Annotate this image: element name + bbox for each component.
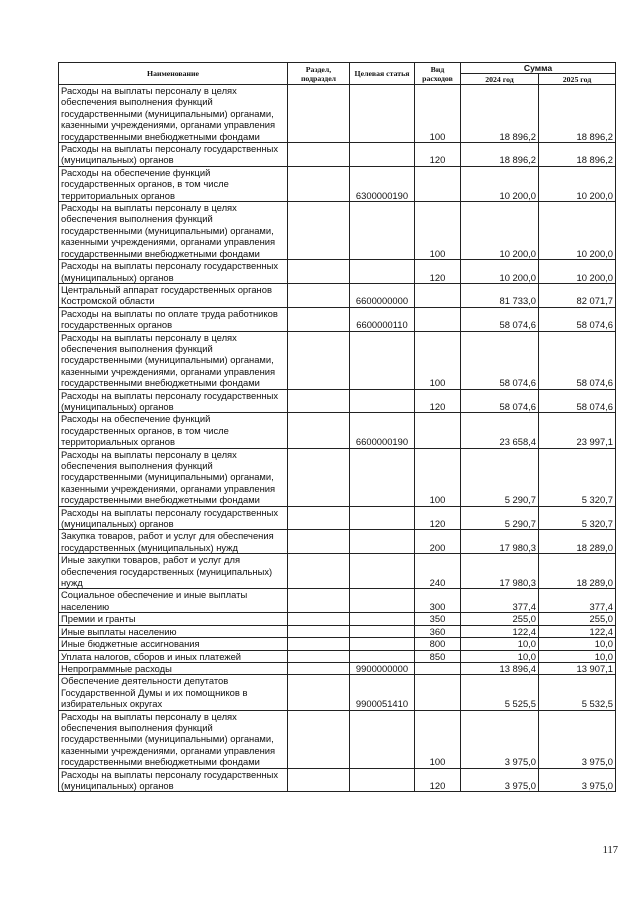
row-section: [288, 638, 350, 650]
row-kind: [415, 413, 461, 448]
row-sum-2024: 122,4: [461, 625, 539, 637]
row-section: [288, 589, 350, 613]
row-sum-2025: 82 071,7: [539, 283, 616, 307]
row-sum-2024: 10 200,0: [461, 202, 539, 260]
row-article: [350, 710, 415, 768]
row-kind: 800: [415, 638, 461, 650]
row-kind: 120: [415, 389, 461, 413]
row-kind: 350: [415, 613, 461, 625]
row-kind: [415, 662, 461, 674]
row-sum-2025: 18 289,0: [539, 554, 616, 589]
header-section: Раздел, подраздел: [288, 63, 350, 85]
row-sum-2025: 3 975,0: [539, 768, 616, 792]
row-kind: [415, 307, 461, 331]
row-name: Расходы на выплаты по оплате труда работников государственных органов: [59, 307, 288, 331]
row-kind: 100: [415, 85, 461, 143]
header-article: Целевая статья: [350, 63, 415, 85]
row-sum-2024: 10 200,0: [461, 260, 539, 284]
row-sum-2025: 10 200,0: [539, 202, 616, 260]
row-section: [288, 260, 350, 284]
row-article: 6600000000: [350, 283, 415, 307]
row-sum-2024: 10,0: [461, 650, 539, 662]
row-section: [288, 448, 350, 506]
table-row: [59, 331, 616, 389]
row-name: Уплата налогов, сборов и иных платежей: [59, 650, 288, 662]
row-name: Расходы на выплаты персоналу государственных (муниципальных) органов: [59, 260, 288, 284]
row-kind: 100: [415, 331, 461, 389]
table-row: [59, 613, 616, 625]
row-article: 6300000190: [350, 166, 415, 201]
row-name: Обеспечение деятельности депутатов Государственной Думы и их помощников в избирательных округах: [59, 675, 288, 710]
row-sum-2025: 58 074,6: [539, 389, 616, 413]
table-row: [59, 768, 616, 792]
row-sum-2024: 18 896,2: [461, 85, 539, 143]
page-number: 117: [602, 845, 618, 856]
row-section: [288, 331, 350, 389]
row-sum-2024: 255,0: [461, 613, 539, 625]
row-article: [350, 530, 415, 554]
header-kind: Вид расходов: [415, 63, 461, 85]
table-row: [59, 506, 616, 530]
row-section: [288, 613, 350, 625]
row-sum-2025: 18 896,2: [539, 85, 616, 143]
table-row: [59, 85, 616, 143]
table-row: [59, 675, 616, 710]
row-sum-2025: 10,0: [539, 650, 616, 662]
row-article: [350, 331, 415, 389]
row-section: [288, 283, 350, 307]
row-sum-2025: 18 289,0: [539, 530, 616, 554]
table-row: [59, 638, 616, 650]
row-section: [288, 85, 350, 143]
row-sum-2025: 23 997,1: [539, 413, 616, 448]
table-row: [59, 625, 616, 637]
table-row: [59, 710, 616, 768]
table-row: [59, 413, 616, 448]
row-name: Премии и гранты: [59, 613, 288, 625]
row-section: [288, 650, 350, 662]
row-sum-2024: 3 975,0: [461, 710, 539, 768]
row-section: [288, 675, 350, 710]
row-article: [350, 448, 415, 506]
table-row: [59, 166, 616, 201]
table-row: [59, 554, 616, 589]
row-article: [350, 650, 415, 662]
budget-table: [58, 62, 616, 792]
row-sum-2024: 17 980,3: [461, 554, 539, 589]
row-article: [350, 260, 415, 284]
row-sum-2024: 58 074,6: [461, 307, 539, 331]
row-sum-2025: 255,0: [539, 613, 616, 625]
table-row: [59, 530, 616, 554]
header-name: Наименование: [59, 63, 288, 85]
row-sum-2024: 13 896,4: [461, 662, 539, 674]
row-article: 6600000110: [350, 307, 415, 331]
row-section: [288, 662, 350, 674]
row-sum-2025: 122,4: [539, 625, 616, 637]
row-sum-2024: 5 290,7: [461, 506, 539, 530]
row-kind: 850: [415, 650, 461, 662]
row-section: [288, 625, 350, 637]
row-article: [350, 506, 415, 530]
row-sum-2025: 10 200,0: [539, 166, 616, 201]
table-row: [59, 260, 616, 284]
table-row: [59, 202, 616, 260]
table-row: [59, 307, 616, 331]
row-kind: [415, 166, 461, 201]
row-name: Расходы на выплаты персоналу в целях обеспечения выполнения функций государственными (муниципальными) органами, казенными учреждениями, органами управления государственными внебюджетными фондами: [59, 710, 288, 768]
row-sum-2024: 81 733,0: [461, 283, 539, 307]
row-sum-2024: 17 980,3: [461, 530, 539, 554]
row-kind: 360: [415, 625, 461, 637]
row-sum-2025: 5 320,7: [539, 448, 616, 506]
row-article: [350, 202, 415, 260]
row-name: Расходы на выплаты персоналу в целях обеспечения выполнения функций государственными (муниципальными) органами, казенными учреждениями, органами управления государственными внебюджетными фондами: [59, 448, 288, 506]
row-sum-2024: 58 074,6: [461, 389, 539, 413]
row-name: Расходы на выплаты персоналу в целях обеспечения выполнения функций государственными (муниципальными) органами, казенными учреждениями, органами управления государственными внебюджетными фондами: [59, 331, 288, 389]
row-section: [288, 530, 350, 554]
row-name: Непрограммные расходы: [59, 662, 288, 674]
row-kind: 200: [415, 530, 461, 554]
row-name: Расходы на обеспечение функций государственных органов, в том числе территориальных органов: [59, 413, 288, 448]
row-kind: 100: [415, 710, 461, 768]
row-sum-2024: 10,0: [461, 638, 539, 650]
row-article: 9900051410: [350, 675, 415, 710]
row-name: Расходы на выплаты персоналу государственных (муниципальных) органов: [59, 768, 288, 792]
row-sum-2025: 18 896,2: [539, 143, 616, 167]
row-article: 6600000190: [350, 413, 415, 448]
row-name: Социальное обеспечение и иные выплаты населению: [59, 589, 288, 613]
row-section: [288, 143, 350, 167]
row-kind: 100: [415, 202, 461, 260]
row-sum-2025: 5 320,7: [539, 506, 616, 530]
row-article: [350, 589, 415, 613]
header-sum: Сумма: [461, 63, 616, 74]
row-kind: [415, 283, 461, 307]
table-row: [59, 662, 616, 674]
row-article: [350, 768, 415, 792]
row-kind: 100: [415, 448, 461, 506]
row-name: Расходы на выплаты персоналу государственных (муниципальных) органов: [59, 143, 288, 167]
row-section: [288, 307, 350, 331]
row-sum-2025: 377,4: [539, 589, 616, 613]
row-kind: 120: [415, 143, 461, 167]
row-name: Закупка товаров, работ и услуг для обеспечения государственных (муниципальных) нужд: [59, 530, 288, 554]
row-section: [288, 710, 350, 768]
row-article: [350, 143, 415, 167]
row-article: [350, 85, 415, 143]
row-sum-2025: 10 200,0: [539, 260, 616, 284]
row-sum-2025: 58 074,6: [539, 307, 616, 331]
row-sum-2024: 23 658,4: [461, 413, 539, 448]
row-article: [350, 613, 415, 625]
header-2024: 2024 год: [461, 74, 539, 85]
row-name: Иные бюджетные ассигнования: [59, 638, 288, 650]
row-article: [350, 554, 415, 589]
row-kind: 240: [415, 554, 461, 589]
row-name: Расходы на обеспечение функций государственных органов, в том числе территориальных органов: [59, 166, 288, 201]
row-sum-2024: 377,4: [461, 589, 539, 613]
row-article: [350, 625, 415, 637]
row-sum-2024: 18 896,2: [461, 143, 539, 167]
row-sum-2025: 5 532,5: [539, 675, 616, 710]
row-name: Расходы на выплаты персоналу государственных (муниципальных) органов: [59, 389, 288, 413]
row-section: [288, 389, 350, 413]
table-row: [59, 143, 616, 167]
row-kind: [415, 675, 461, 710]
row-sum-2025: 3 975,0: [539, 710, 616, 768]
row-section: [288, 166, 350, 201]
table-row: [59, 448, 616, 506]
row-article: 9900000000: [350, 662, 415, 674]
row-kind: 120: [415, 768, 461, 792]
row-name: Расходы на выплаты персоналу в целях обеспечения выполнения функций государственными (муниципальными) органами, казенными учреждениями, органами управления государственными внебюджетными фондами: [59, 202, 288, 260]
row-kind: 120: [415, 260, 461, 284]
row-section: [288, 506, 350, 530]
row-name: Иные закупки товаров, работ и услуг для обеспечения государственных (муниципальных) нужд: [59, 554, 288, 589]
row-sum-2024: 10 200,0: [461, 166, 539, 201]
row-name: Расходы на выплаты персоналу в целях обеспечения выполнения функций государственными (муниципальными) органами, казенными учреждениями, органами управления государственными внебюджетными фондами: [59, 85, 288, 143]
row-section: [288, 768, 350, 792]
row-sum-2024: 5 525,5: [461, 675, 539, 710]
row-kind: 300: [415, 589, 461, 613]
row-kind: 120: [415, 506, 461, 530]
row-sum-2024: 3 975,0: [461, 768, 539, 792]
row-sum-2024: 5 290,7: [461, 448, 539, 506]
row-name: Расходы на выплаты персоналу государственных (муниципальных) органов: [59, 506, 288, 530]
row-article: [350, 638, 415, 650]
table-row: [59, 389, 616, 413]
row-sum-2025: 13 907,1: [539, 662, 616, 674]
row-section: [288, 413, 350, 448]
row-section: [288, 554, 350, 589]
table-row: [59, 589, 616, 613]
row-sum-2025: 58 074,6: [539, 331, 616, 389]
row-sum-2025: 10,0: [539, 638, 616, 650]
row-name: Центральный аппарат государственных органов Костромской области: [59, 283, 288, 307]
row-sum-2024: 58 074,6: [461, 331, 539, 389]
table-row: [59, 650, 616, 662]
table-row: [59, 283, 616, 307]
row-section: [288, 202, 350, 260]
row-article: [350, 389, 415, 413]
row-name: Иные выплаты населению: [59, 625, 288, 637]
header-2025: 2025 год: [539, 74, 616, 85]
